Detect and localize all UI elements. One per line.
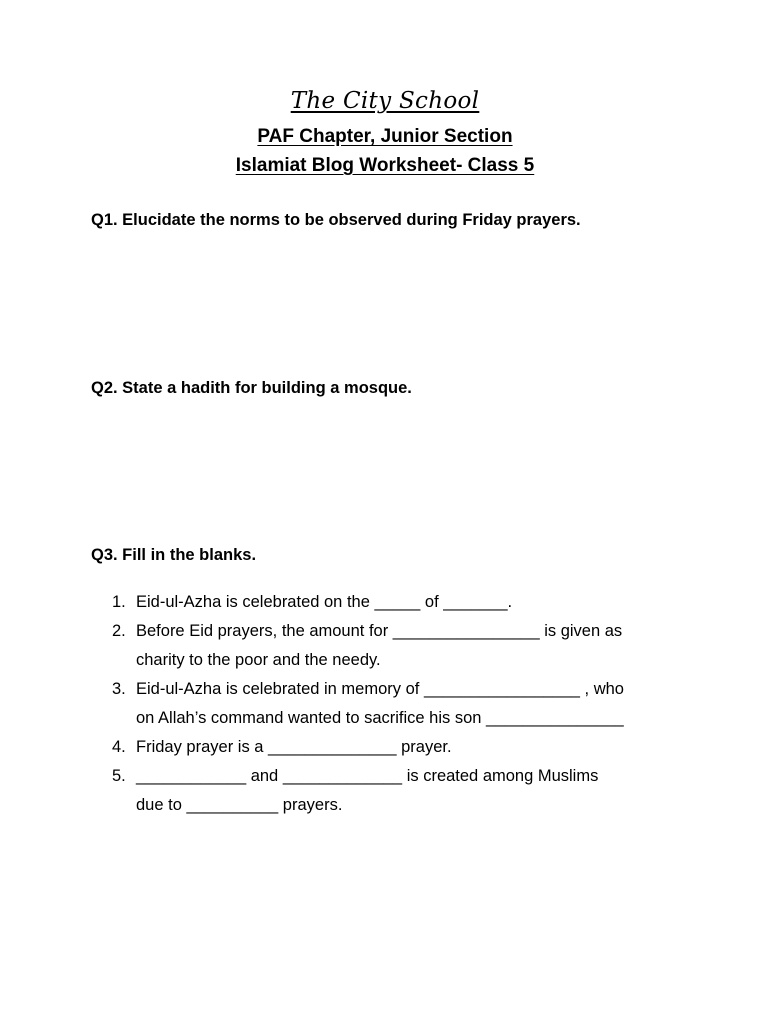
blank-item-number: 2.: [112, 622, 126, 640]
blank-item-number: 1.: [112, 593, 126, 611]
blank-item-text: Before Eid prayers, the amount for ________________ is given as: [136, 622, 623, 640]
worksheet-title: Islamiat Blog Worksheet- Class 5: [235, 155, 535, 176]
blank-item-text-continued: due to __________ prayers.: [136, 796, 343, 814]
blank-item-4: [112, 733, 712, 762]
blank-item-text: Friday prayer is a ______________ prayer.: [136, 738, 452, 756]
blank-item-2: [112, 617, 712, 675]
blank-item-text: ____________ and _____________ is created among Muslims: [136, 767, 599, 785]
blank-item-text-continued: on Allah’s command wanted to sacrifice his son _______________: [136, 709, 624, 727]
blank-item-number: 4.: [112, 738, 126, 756]
blank-item-number: 5.: [112, 767, 126, 785]
fill-in-blanks-list: [112, 588, 712, 820]
blank-item-3: [112, 675, 712, 733]
chapter-title: PAF Chapter, Junior Section: [257, 126, 513, 147]
blank-item-text: Eid-ul-Azha is celebrated on the _____ of _______.: [136, 593, 513, 611]
question-1: Q1. Elucidate the norms to be observed during Friday prayers.: [91, 211, 581, 229]
question-3: Q3. Fill in the blanks.: [91, 546, 257, 564]
blank-item-5: [112, 762, 712, 820]
school-name: The City School: [290, 88, 480, 114]
blank-item-text-continued: charity to the poor and the needy.: [136, 651, 381, 669]
blank-item-text: Eid-ul-Azha is celebrated in memory of _________________ , who: [136, 680, 624, 698]
blank-item-1: [112, 588, 712, 617]
blank-item-number: 3.: [112, 680, 126, 698]
question-2: Q2. State a hadith for building a mosque.: [91, 379, 412, 397]
